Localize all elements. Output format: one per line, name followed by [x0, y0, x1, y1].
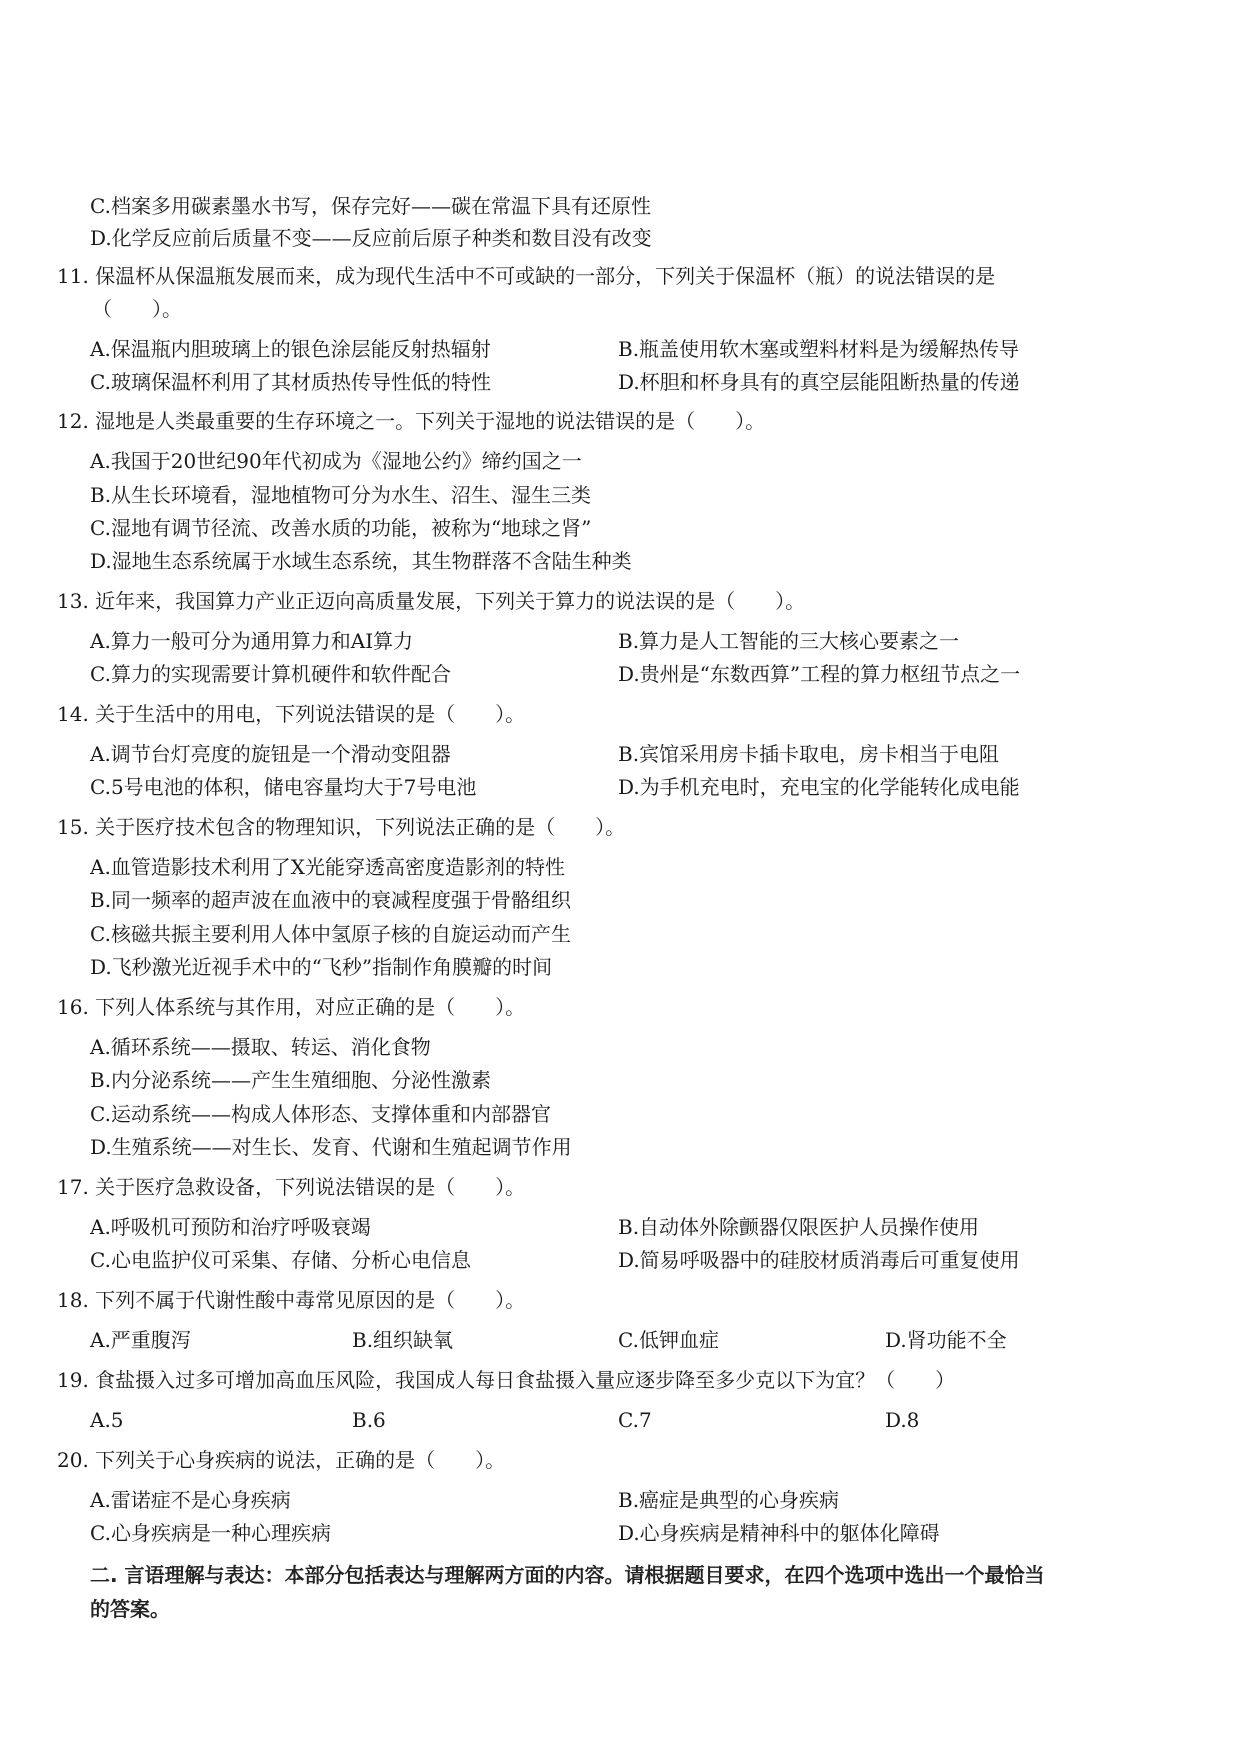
q15-option-b: B.同一频率的超声波在血液中的衰减程度强于骨骼组织	[90, 888, 572, 912]
q18-option-a: A.严重腹泻	[90, 1328, 191, 1352]
q19-option-b: B.6	[352, 1408, 386, 1432]
q14-option-b: B.宾馆采用房卡插卡取电，房卡相当于电阻	[618, 742, 1000, 766]
q11-option-b: B.瓶盖使用软木塞或塑料材料是为缓解热传导	[618, 337, 1020, 361]
q19-option-a: A.5	[90, 1408, 124, 1432]
q18-stem: 18. 下列不属于代谢性酸中毒常见原因的是（ ）。	[57, 1288, 526, 1312]
q19-option-c: C.7	[618, 1408, 652, 1432]
q16-option-a: A.循环系统——摄取、转运、消化食物	[90, 1035, 431, 1059]
q10-option-c: C.档案多用碳素墨水书写，保存完好——碳在常温下具有还原性	[90, 194, 651, 218]
q16-stem: 16. 下列人体系统与其作用，对应正确的是（ ）。	[57, 995, 526, 1019]
q11-stem-cont: （ ）。	[92, 297, 182, 321]
q19-option-d: D.8	[885, 1408, 920, 1432]
section-heading-verbal	[90, 1558, 1170, 1626]
q20-option-b: B.癌症是典型的心身疾病	[618, 1488, 840, 1512]
q14-option-d: D.为手机充电时，充电宝的化学能转化成电能	[618, 775, 1020, 799]
q19-stem: 19. 食盐摄入过多可增加高血压风险，我国成人每日食盐摄入量应逐步降至多少克以下为宜？（ ）	[57, 1368, 956, 1392]
q15-option-c: C.核磁共振主要利用人体中氢原子核的自旋运动而产生	[90, 922, 571, 946]
q20-option-c: C.心身疾病是一种心理疾病	[90, 1521, 331, 1545]
q17-option-c: C.心电监护仪可采集、存储、分析心电信息	[90, 1248, 471, 1272]
q20-option-a: A.雷诺症不是心身疾病	[90, 1488, 291, 1512]
q20-stem: 20. 下列关于心身疾病的说法，正确的是（ ）。	[57, 1448, 506, 1472]
q18-option-b: B.组织缺氧	[352, 1328, 454, 1352]
q12-option-b: B.从生长环境看，湿地植物可分为水生、沼生、湿生三类	[90, 483, 592, 507]
q12-option-c: C.湿地有调节径流、改善水质的功能，被称为“地球之肾”	[90, 516, 592, 540]
q15-option-d: D.飞秒激光近视手术中的“飞秒”指制作角膜瓣的时间	[90, 955, 553, 979]
q14-option-c: C.5号电池的体积，储电容量均大于7号电池	[90, 775, 477, 799]
q14-option-a: A.调节台灯亮度的旋钮是一个滑动变阻器	[90, 742, 451, 766]
section-heading-line2: 的答案。	[90, 1597, 170, 1621]
section-heading-line1: 二. 言语理解与表达：本部分包括表达与理解两方面的内容。请根据题目要求，在四个选项中选出一个最恰当	[90, 1563, 1045, 1587]
q11-stem: 11. 保温杯从保温瓶发展而来，成为现代生活中不可或缺的一部分，下列关于保温杯（瓶）的说法错误的是	[57, 264, 996, 288]
q18-option-c: C.低钾血症	[618, 1328, 719, 1352]
q11-option-a: A.保温瓶内胆玻璃上的银色涂层能反射热辐射	[90, 337, 491, 361]
q15-option-a: A.血管造影技术利用了X光能穿透高密度造影剂的特性	[90, 855, 566, 879]
q13-option-d: D.贵州是“东数西算”工程的算力枢纽节点之一	[618, 662, 1021, 686]
q17-option-d: D.简易呼吸器中的硅胶材质消毒后可重复使用	[618, 1248, 1020, 1272]
q12-option-d: D.湿地生态系统属于水域生态系统，其生物群落不含陆生种类	[90, 549, 632, 573]
q13-option-c: C.算力的实现需要计算机硬件和软件配合	[90, 662, 451, 686]
q12-stem: 12. 湿地是人类最重要的生存环境之一。下列关于湿地的说法错误的是（ ）。	[57, 409, 766, 433]
q17-stem: 17. 关于医疗急救设备，下列说法错误的是（ ）。	[57, 1175, 526, 1199]
q11-option-c: C.玻璃保温杯利用了其材质热传导性低的特性	[90, 370, 491, 394]
q15-stem: 15. 关于医疗技术包含的物理知识，下列说法正确的是（ ）。	[57, 815, 626, 839]
q20-option-d: D.心身疾病是精神科中的躯体化障碍	[618, 1521, 940, 1545]
q14-stem: 14. 关于生活中的用电，下列说法错误的是（ ）。	[57, 702, 526, 726]
q13-option-a: A.算力一般可分为通用算力和AI算力	[90, 629, 414, 653]
q12-option-a: A.我国于20世纪90年代初成为《湿地公约》缔约国之一	[90, 449, 582, 473]
q17-option-a: A.呼吸机可预防和治疗呼吸衰竭	[90, 1215, 371, 1239]
q18-option-d: D.肾功能不全	[885, 1328, 1007, 1352]
q17-option-b: B.自动体外除颤器仅限医护人员操作使用	[618, 1215, 980, 1239]
q16-option-c: C.运动系统——构成人体形态、支撑体重和内部器官	[90, 1102, 551, 1126]
q13-stem: 13. 近年来，我国算力产业正迈向高质量发展，下列关于算力的说法误的是（ ）。	[57, 589, 806, 613]
q16-option-b: B.内分泌系统——产生生殖细胞、分泌性激素	[90, 1068, 492, 1092]
q13-option-b: B.算力是人工智能的三大核心要素之一	[618, 629, 960, 653]
q11-option-d: D.杯胆和杯身具有的真空层能阻断热量的传递	[618, 370, 1020, 394]
q16-option-d: D.生殖系统——对生长、发育、代谢和生殖起调节作用	[90, 1135, 572, 1159]
q10-option-d: D.化学反应前后质量不变——反应前后原子种类和数目没有改变	[90, 226, 652, 250]
